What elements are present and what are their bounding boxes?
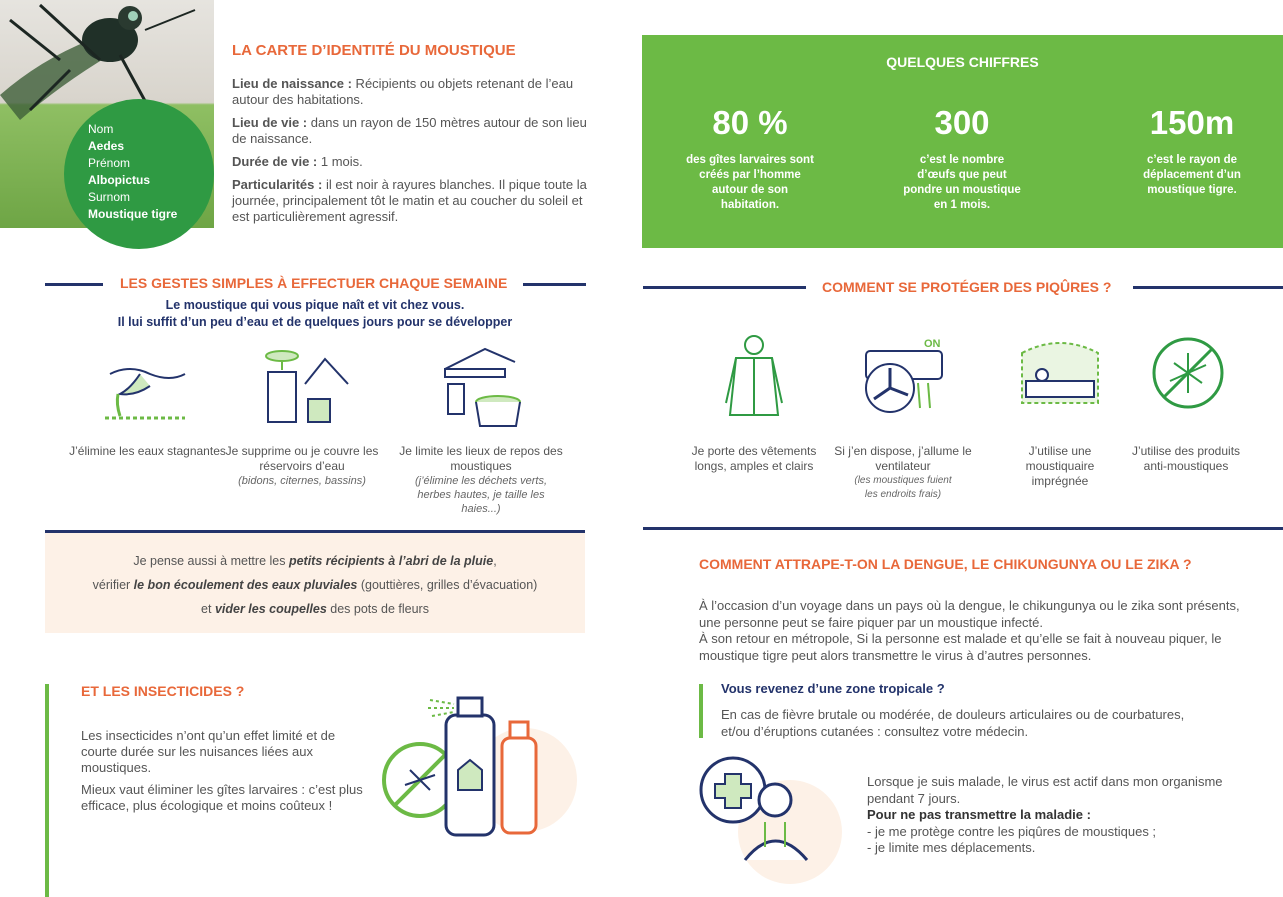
malade-bullet: - je me protège contre les piqûres de moustiques ;: [867, 823, 1157, 839]
dengue-p1: À l’occasion d’un voyage dans un pays où la dengue, le chikungunya ou le zika sont présents, une personne peut se faire piquer par un moustique infecté.: [699, 598, 1240, 630]
gestes-subtitle: [45, 297, 585, 331]
fan-air-conditioner-icon: [858, 333, 954, 423]
section-rule: [643, 286, 806, 289]
section-rule: [1133, 286, 1283, 289]
nom-label: Nom: [88, 122, 114, 136]
malade-text: [867, 774, 1267, 857]
duree-line: Durée de vie : 1 mois.: [232, 154, 363, 169]
tip-line2: vérifier le bon écoulement des eaux pluviales (gouttières, grilles d’évacuation): [92, 578, 538, 592]
geste-caption: Je supprime ou je couvre les réservoirs d’eau (bidons, citernes, bassins): [225, 444, 379, 487]
dengue-p2: À son retour en métropole, Si la personne est malade et qu’elle se fait à nouveau piquer, le moustique tigre peut alors transmettre le virus à d’autres personnes.: [699, 631, 1222, 663]
insecticide-spray-icon: [380, 690, 580, 840]
prenom-value: Albopictus: [88, 173, 150, 187]
gutter-cleaning-icon: [440, 344, 530, 428]
figure-item: [1092, 103, 1283, 198]
on-label: ON: [924, 338, 941, 350]
insecticides-p1: Les insecticides n’ont qu’un effet limité et de courte durée sur les nuisances liées aux moustiques.: [81, 728, 336, 775]
insecticides-text: [81, 728, 371, 820]
surnom-value: Moustique tigre: [88, 207, 178, 221]
zone-text: En cas de fièvre brutale ou modérée, de douleurs articulaires ou de courbatures, et/ou d’éruptions cutanées : consultez votre médecin.: [721, 707, 1185, 739]
protection-caption: Je porte des vêtements longs, amples et clairs: [691, 444, 817, 473]
protection-caption: J’utilise des produits anti-moustiques: [1131, 444, 1241, 473]
gestes-subtitle-line1: Le moustique qui vous pique naît et vit chez vous.: [165, 298, 465, 312]
zone-title: Vous revenez d’une zone tropicale ?: [721, 681, 945, 696]
geste-caption: Je limite les lieux de repos des moustiques (j’élimine les déchets verts, herbes hautes, je taille les haies...): [399, 444, 563, 515]
identity-details: [232, 76, 592, 232]
tip-box: [45, 530, 585, 633]
long-clothes-icon: [706, 333, 802, 423]
gestes-subtitle-line2: Il lui suffit d’un peu d’eau et de quelques jours pour se développer: [117, 315, 513, 329]
protection-caption: J’utilise une moustiquaire imprégnée: [1025, 444, 1095, 488]
protection-caption: Si j’en dispose, j’allume le ventilateur (les moustiques fuient les endroits frais): [834, 444, 972, 500]
prenom-label: Prénom: [88, 156, 131, 170]
nom-value: Aedes: [88, 139, 125, 153]
tip-line1: Je pense aussi à mettre les petits récipients à l’abri de la pluie,: [133, 554, 497, 568]
section-rule: [643, 527, 1283, 530]
malade-bold: Pour ne pas transmettre la maladie :: [867, 807, 1091, 822]
anti-mosquito-icon: [1140, 333, 1236, 423]
tip-line3: et vider les coupelles des pots de fleurs: [201, 602, 429, 616]
mosquito-net-icon: [1012, 333, 1108, 423]
figure-text: c’est le rayon de déplacement d’un moustique tigre.: [1143, 154, 1241, 196]
figure-value: 300: [934, 104, 990, 141]
particularites-line: Particularités : il est noir à rayures blanches. Il pique toute la journée, principalement tôt le matin et au coucher du soleil et est particulièrement agressif.: [232, 177, 587, 224]
section-rule: [523, 283, 586, 286]
insecticides-title: ET LES INSECTICIDES ?: [81, 683, 245, 699]
figure-text: c’est le nombre d’œufs que peut pondre un moustique en 1 mois.: [903, 154, 1021, 211]
malade-line: Lorsque je suis malade, le virus est actif dans mon organisme pendant 7 jours.: [867, 774, 1223, 806]
vie-line: Lieu de vie : dans un rayon de 150 mètres autour de son lieu de naissance.: [232, 115, 587, 146]
dengue-title: COMMENT ATTRAPE-T-ON LA DENGUE, LE CHIKUNGUNYA OU LE ZIKA ?: [699, 556, 1192, 572]
drain-water-icon: [100, 344, 190, 428]
gestes-title: LES GESTES SIMPLES À EFFECTUER CHAQUE SEMAINE: [120, 275, 508, 291]
figure-item: [862, 103, 1062, 213]
insecticides-accent-bar: [45, 684, 49, 897]
surnom-label: Surnom: [88, 190, 131, 204]
identity-labels: [88, 121, 177, 223]
zone-accent-bar: [699, 684, 703, 738]
dengue-text: [699, 598, 1244, 664]
identity-title: LA CARTE D’IDENTITÉ DU MOUSTIQUE: [232, 42, 516, 59]
doctor-icon: [695, 752, 845, 892]
figures-panel: [642, 35, 1283, 248]
proteger-title: COMMENT SE PROTÉGER DES PIQÛRES ?: [822, 279, 1112, 295]
figure-value: 150m: [1149, 104, 1235, 141]
section-rule: [45, 283, 103, 286]
figures-title: QUELQUES CHIFFRES: [886, 54, 1039, 70]
naissance-line: Lieu de naissance : Récipients ou objets retenant de l’eau autour des habitations.: [232, 76, 574, 107]
geste-caption: J’élimine les eaux stagnantes: [69, 444, 226, 458]
water-tank-icon: [260, 344, 350, 428]
figure-value: 80 %: [712, 104, 788, 141]
figure-text: des gîtes larvaires sont créés par l’homme autour de son habitation.: [686, 154, 814, 211]
insecticides-p2: Mieux vaut éliminer les gîtes larvaires : c’est plus efficace, plus écologique et moins coûteux !: [81, 782, 363, 813]
malade-bullet: - je limite mes déplacements.: [867, 840, 1036, 855]
figure-item: [650, 103, 850, 213]
